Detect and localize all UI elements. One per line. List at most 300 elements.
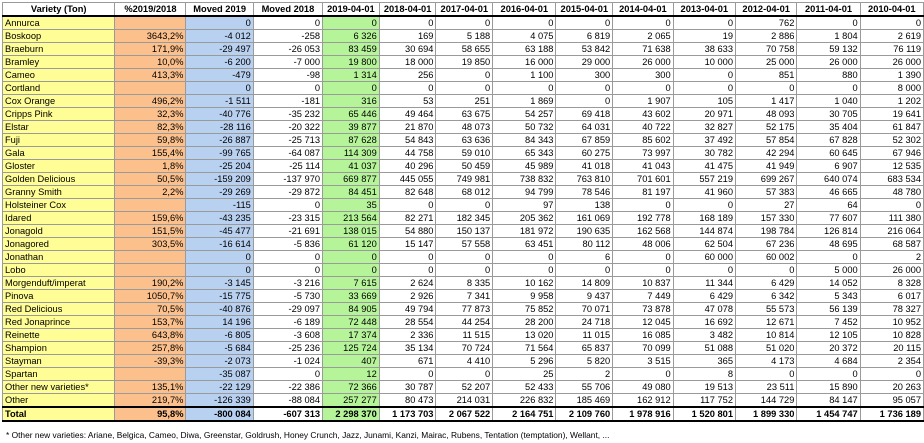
cell-variety[interactable]: Other new varieties* [3,381,115,394]
cell-stock-2013[interactable]: 37 492 [673,134,735,147]
cell-stock-2019[interactable]: 0 [323,16,380,30]
table-row[interactable] [3,199,924,212]
cell-percent-change[interactable] [115,264,186,277]
cell-stock-2015[interactable]: 0 [556,16,613,30]
cell-moved-2018[interactable]: -7 000 [253,56,322,69]
cell-percent-change[interactable]: 10,0% [115,56,186,69]
cell-stock-2016[interactable]: 1 869 [493,95,556,108]
cell-stock-2019[interactable]: 33 669 [323,290,380,303]
cell-moved-2018[interactable]: -88 084 [253,394,322,408]
header-stock-2016[interactable]: 2016-04-01 [493,3,556,17]
cell-moved-2019[interactable]: -29 497 [186,43,253,56]
cell-percent-change[interactable]: 171,9% [115,43,186,56]
cell-stock-2018[interactable]: 0 [379,199,436,212]
cell-moved-2018[interactable]: -3 608 [253,329,322,342]
table-row[interactable] [3,264,924,277]
cell-stock-2018[interactable]: 18 000 [379,56,436,69]
cell-stock-2015[interactable]: 55 706 [556,381,613,394]
cell-stock-2010[interactable]: 2 619 [860,30,923,43]
cell-stock-2014[interactable]: 192 778 [613,212,673,225]
cell-stock-2014[interactable]: 162 912 [613,394,673,408]
cell-variety[interactable]: Lobo [3,264,115,277]
cell-stock-2011[interactable]: 77 607 [797,212,860,225]
cell-stock-2017[interactable]: 57 558 [436,238,493,251]
cell-stock-2012[interactable]: 851 [736,69,797,82]
cell-percent-change[interactable]: 70,5% [115,303,186,316]
cell-stock-2014[interactable]: 70 099 [613,342,673,355]
cell-stock-2019[interactable]: 0 [323,264,380,277]
total-stock-2014[interactable]: 1 978 916 [613,407,673,421]
cell-percent-change[interactable]: -39,3% [115,355,186,368]
cell-moved-2019[interactable]: 0 [186,16,253,30]
cell-stock-2018[interactable]: 30 787 [379,381,436,394]
cell-stock-2010[interactable]: 0 [860,16,923,30]
header-percent-change[interactable]: %2019/2018 [115,3,186,17]
cell-stock-2015[interactable]: 9 437 [556,290,613,303]
cell-stock-2018[interactable]: 49 464 [379,108,436,121]
cell-stock-2013[interactable]: 47 078 [673,303,735,316]
cell-stock-2018[interactable]: 0 [379,264,436,277]
cell-stock-2015[interactable]: 6 819 [556,30,613,43]
header-stock-2018[interactable]: 2018-04-01 [379,3,436,17]
cell-moved-2018[interactable]: -181 [253,95,322,108]
cell-stock-2015[interactable]: 65 837 [556,342,613,355]
cell-stock-2011[interactable]: 7 452 [797,316,860,329]
cell-stock-2018[interactable]: 0 [379,82,436,95]
cell-stock-2010[interactable]: 0 [860,199,923,212]
cell-stock-2010[interactable]: 8 328 [860,277,923,290]
cell-moved-2018[interactable]: -29 097 [253,303,322,316]
cell-stock-2013[interactable]: 19 [673,30,735,43]
cell-stock-2012[interactable]: 27 [736,199,797,212]
cell-stock-2016[interactable]: 738 832 [493,173,556,186]
cell-stock-2011[interactable]: 30 705 [797,108,860,121]
cell-moved-2018[interactable]: 0 [253,199,322,212]
cell-stock-2011[interactable]: 84 147 [797,394,860,408]
cell-percent-change[interactable]: 190,2% [115,277,186,290]
cell-stock-2016[interactable]: 205 362 [493,212,556,225]
cell-stock-2018[interactable]: 21 870 [379,121,436,134]
cell-stock-2010[interactable]: 10 828 [860,329,923,342]
cell-stock-2012[interactable]: 67 236 [736,238,797,251]
cell-stock-2011[interactable]: 26 000 [797,56,860,69]
cell-stock-2017[interactable]: 50 459 [436,160,493,173]
cell-stock-2015[interactable]: 11 015 [556,329,613,342]
cell-stock-2017[interactable]: 4 410 [436,355,493,368]
cell-stock-2016[interactable]: 0 [493,251,556,264]
cell-variety[interactable]: Cortland [3,82,115,95]
cell-moved-2019[interactable]: -1 511 [186,95,253,108]
cell-stock-2012[interactable]: 70 758 [736,43,797,56]
cell-stock-2012[interactable]: 55 573 [736,303,797,316]
cell-percent-change[interactable]: 153,7% [115,316,186,329]
cell-stock-2019[interactable]: 41 037 [323,160,380,173]
cell-stock-2015[interactable]: 29 000 [556,56,613,69]
cell-stock-2012[interactable]: 2 886 [736,30,797,43]
cell-stock-2013[interactable]: 11 344 [673,277,735,290]
cell-stock-2016[interactable]: 5 296 [493,355,556,368]
cell-stock-2018[interactable]: 54 880 [379,225,436,238]
cell-stock-2016[interactable]: 0 [493,82,556,95]
cell-stock-2013[interactable]: 62 504 [673,238,735,251]
cell-stock-2011[interactable]: 59 132 [797,43,860,56]
table-row[interactable] [3,316,924,329]
cell-stock-2015[interactable]: 0 [556,264,613,277]
cell-stock-2017[interactable]: 5 188 [436,30,493,43]
cell-stock-2018[interactable]: 28 554 [379,316,436,329]
cell-variety[interactable]: Jonathan [3,251,115,264]
cell-moved-2018[interactable]: 0 [253,82,322,95]
cell-variety[interactable]: Gala [3,147,115,160]
table-row[interactable] [3,160,924,173]
cell-stock-2014[interactable]: 1 907 [613,95,673,108]
cell-moved-2019[interactable]: -159 209 [186,173,253,186]
cell-stock-2018[interactable]: 169 [379,30,436,43]
cell-stock-2017[interactable]: 44 254 [436,316,493,329]
cell-stock-2013[interactable]: 0 [673,16,735,30]
cell-stock-2017[interactable]: 77 873 [436,303,493,316]
cell-percent-change[interactable]: 303,5% [115,238,186,251]
cell-stock-2011[interactable]: 0 [797,16,860,30]
cell-stock-2013[interactable]: 0 [673,199,735,212]
cell-stock-2017[interactable]: 0 [436,69,493,82]
cell-moved-2018[interactable]: -3 216 [253,277,322,290]
cell-stock-2016[interactable]: 97 [493,199,556,212]
cell-moved-2018[interactable]: 0 [253,264,322,277]
cell-stock-2010[interactable]: 2 [860,251,923,264]
cell-stock-2015[interactable]: 190 635 [556,225,613,238]
cell-variety[interactable]: Elstar [3,121,115,134]
cell-stock-2019[interactable]: 0 [323,251,380,264]
cell-stock-2018[interactable]: 256 [379,69,436,82]
cell-moved-2019[interactable]: -35 087 [186,368,253,381]
cell-moved-2018[interactable]: 0 [253,368,322,381]
cell-variety[interactable]: Braeburn [3,43,115,56]
table-row[interactable] [3,186,924,199]
cell-stock-2014[interactable]: 49 080 [613,381,673,394]
table-row[interactable] [3,238,924,251]
cell-stock-2017[interactable]: 251 [436,95,493,108]
cell-stock-2012[interactable]: 0 [736,264,797,277]
cell-moved-2019[interactable]: -5 684 [186,342,253,355]
cell-stock-2014[interactable]: 162 568 [613,225,673,238]
table-row[interactable] [3,277,924,290]
cell-stock-2016[interactable]: 84 343 [493,134,556,147]
cell-stock-2015[interactable]: 0 [556,82,613,95]
cell-stock-2012[interactable]: 144 729 [736,394,797,408]
cell-stock-2019[interactable]: 114 309 [323,147,380,160]
cell-stock-2014[interactable]: 12 045 [613,316,673,329]
cell-stock-2018[interactable]: 445 055 [379,173,436,186]
table-row[interactable] [3,95,924,108]
cell-stock-2014[interactable]: 81 197 [613,186,673,199]
cell-moved-2018[interactable]: -29 872 [253,186,322,199]
cell-moved-2018[interactable]: -6 189 [253,316,322,329]
cell-stock-2013[interactable]: 41 960 [673,186,735,199]
cell-moved-2018[interactable]: -25 114 [253,160,322,173]
cell-stock-2018[interactable]: 82 271 [379,212,436,225]
cell-stock-2017[interactable]: 0 [436,199,493,212]
cell-stock-2010[interactable]: 68 587 [860,238,923,251]
cell-stock-2018[interactable]: 0 [379,251,436,264]
cell-stock-2016[interactable]: 63 451 [493,238,556,251]
cell-stock-2010[interactable]: 26 000 [860,264,923,277]
cell-percent-change[interactable]: 3643,2% [115,30,186,43]
cell-stock-2017[interactable]: 63 675 [436,108,493,121]
cell-variety[interactable]: Gloster [3,160,115,173]
cell-stock-2011[interactable]: 15 890 [797,381,860,394]
cell-stock-2015[interactable]: 53 842 [556,43,613,56]
cell-stock-2013[interactable]: 8 [673,368,735,381]
header-moved-2019[interactable]: Moved 2019 [186,3,253,17]
table-row[interactable] [3,56,924,69]
cell-percent-change[interactable]: 32,3% [115,108,186,121]
cell-moved-2019[interactable]: -6 805 [186,329,253,342]
total-stock-2019[interactable]: 2 298 370 [323,407,380,421]
header-stock-2010[interactable]: 2010-04-01 [860,3,923,17]
cell-stock-2016[interactable]: 54 257 [493,108,556,121]
cell-stock-2011[interactable]: 56 139 [797,303,860,316]
cell-stock-2012[interactable]: 57 854 [736,134,797,147]
cell-stock-2012[interactable]: 4 173 [736,355,797,368]
cell-moved-2018[interactable]: -35 232 [253,108,322,121]
cell-stock-2016[interactable]: 28 200 [493,316,556,329]
cell-stock-2010[interactable]: 111 380 [860,212,923,225]
cell-stock-2014[interactable]: 71 638 [613,43,673,56]
cell-variety[interactable]: Cameo [3,69,115,82]
cell-variety[interactable]: Boskoop [3,30,115,43]
cell-stock-2010[interactable]: 48 780 [860,186,923,199]
cell-stock-2019[interactable]: 138 015 [323,225,380,238]
cell-stock-2019[interactable]: 35 [323,199,380,212]
cell-variety[interactable]: Spartan [3,368,115,381]
cell-stock-2014[interactable]: 0 [613,199,673,212]
cell-stock-2019[interactable]: 125 724 [323,342,380,355]
cell-stock-2013[interactable]: 6 429 [673,290,735,303]
cell-stock-2013[interactable]: 0 [673,69,735,82]
cell-percent-change[interactable]: 159,6% [115,212,186,225]
cell-stock-2014[interactable]: 48 006 [613,238,673,251]
table-row[interactable] [3,381,924,394]
cell-stock-2012[interactable]: 51 020 [736,342,797,355]
cell-stock-2018[interactable]: 82 648 [379,186,436,199]
total-stock-2018[interactable]: 1 173 703 [379,407,436,421]
cell-variety[interactable]: Shampion [3,342,115,355]
cell-variety[interactable]: Holsteiner Cox [3,199,115,212]
cell-stock-2012[interactable]: 52 175 [736,121,797,134]
cell-variety[interactable]: Granny Smith [3,186,115,199]
header-stock-2019[interactable]: 2019-04-01 [323,3,380,17]
cell-stock-2011[interactable]: 14 052 [797,277,860,290]
cell-stock-2011[interactable]: 0 [797,82,860,95]
table-row[interactable] [3,303,924,316]
total-stock-2013[interactable]: 1 520 801 [673,407,735,421]
header-moved-2018[interactable]: Moved 2018 [253,3,322,17]
cell-stock-2017[interactable]: 52 207 [436,381,493,394]
cell-stock-2012[interactable]: 762 [736,16,797,30]
cell-stock-2015[interactable]: 80 112 [556,238,613,251]
cell-moved-2019[interactable]: -22 129 [186,381,253,394]
table-row[interactable] [3,329,924,342]
cell-stock-2014[interactable]: 16 085 [613,329,673,342]
table-row[interactable] [3,134,924,147]
cell-percent-change[interactable]: 1050,7% [115,290,186,303]
cell-stock-2010[interactable]: 216 064 [860,225,923,238]
cell-stock-2019[interactable]: 61 120 [323,238,380,251]
cell-stock-2018[interactable]: 40 296 [379,160,436,173]
cell-stock-2012[interactable]: 0 [736,368,797,381]
cell-percent-change[interactable] [115,251,186,264]
cell-stock-2010[interactable]: 19 641 [860,108,923,121]
cell-stock-2013[interactable]: 10 000 [673,56,735,69]
cell-stock-2019[interactable]: 12 [323,368,380,381]
cell-stock-2018[interactable]: 44 758 [379,147,436,160]
cell-stock-2014[interactable]: 10 837 [613,277,673,290]
cell-stock-2018[interactable]: 0 [379,16,436,30]
cell-stock-2016[interactable]: 65 343 [493,147,556,160]
cell-stock-2010[interactable]: 2 354 [860,355,923,368]
cell-stock-2018[interactable]: 15 147 [379,238,436,251]
header-stock-2012[interactable]: 2012-04-01 [736,3,797,17]
cell-stock-2019[interactable]: 84 451 [323,186,380,199]
cell-percent-change[interactable]: 50,5% [115,173,186,186]
cell-stock-2012[interactable]: 12 671 [736,316,797,329]
cell-variety[interactable]: Morgenduft/imperat [3,277,115,290]
cell-stock-2013[interactable]: 16 692 [673,316,735,329]
cell-stock-2012[interactable]: 699 267 [736,173,797,186]
cell-stock-2017[interactable]: 19 850 [436,56,493,69]
cell-stock-2012[interactable]: 198 784 [736,225,797,238]
cell-stock-2017[interactable]: 214 031 [436,394,493,408]
cell-stock-2013[interactable]: 168 189 [673,212,735,225]
cell-stock-2014[interactable]: 0 [613,368,673,381]
cell-stock-2012[interactable]: 157 330 [736,212,797,225]
cell-variety[interactable]: Fuji [3,134,115,147]
table-row[interactable] [3,225,924,238]
cell-stock-2019[interactable]: 39 877 [323,121,380,134]
total-stock-2016[interactable]: 2 164 751 [493,407,556,421]
cell-stock-2011[interactable]: 1 040 [797,95,860,108]
cell-stock-2013[interactable]: 3 482 [673,329,735,342]
cell-stock-2015[interactable]: 14 809 [556,277,613,290]
cell-stock-2019[interactable]: 17 374 [323,329,380,342]
cell-percent-change[interactable]: 413,3% [115,69,186,82]
cell-stock-2017[interactable]: 150 137 [436,225,493,238]
cell-variety[interactable]: Golden Delicious [3,173,115,186]
cell-stock-2010[interactable]: 20 263 [860,381,923,394]
table-row[interactable] [3,16,924,30]
cell-moved-2019[interactable]: 0 [186,251,253,264]
cell-variety[interactable]: Reinette [3,329,115,342]
cell-stock-2017[interactable]: 58 655 [436,43,493,56]
cell-moved-2018[interactable]: -22 386 [253,381,322,394]
cell-stock-2013[interactable]: 0 [673,82,735,95]
cell-stock-2013[interactable]: 38 633 [673,43,735,56]
cell-stock-2010[interactable]: 1 390 [860,69,923,82]
cell-variety[interactable]: Stayman [3,355,115,368]
table-row[interactable] [3,108,924,121]
cell-stock-2015[interactable]: 60 275 [556,147,613,160]
cell-stock-2019[interactable]: 84 905 [323,303,380,316]
cell-variety[interactable]: Annurca [3,16,115,30]
header-stock-2014[interactable]: 2014-04-01 [613,3,673,17]
cell-stock-2013[interactable]: 557 219 [673,173,735,186]
cell-stock-2017[interactable]: 749 981 [436,173,493,186]
cell-variety[interactable]: Jonagored [3,238,115,251]
cell-stock-2015[interactable]: 763 810 [556,173,613,186]
cell-stock-2017[interactable]: 0 [436,251,493,264]
cell-stock-2013[interactable]: 20 971 [673,108,735,121]
cell-moved-2019[interactable]: -28 116 [186,121,253,134]
cell-stock-2014[interactable]: 0 [613,264,673,277]
cell-stock-2019[interactable]: 72 366 [323,381,380,394]
cell-stock-2011[interactable]: 20 372 [797,342,860,355]
cell-stock-2012[interactable]: 57 383 [736,186,797,199]
cell-stock-2014[interactable]: 26 000 [613,56,673,69]
cell-stock-2017[interactable]: 0 [436,82,493,95]
cell-stock-2012[interactable]: 42 294 [736,147,797,160]
total-stock-2015[interactable]: 2 109 760 [556,407,613,421]
cell-stock-2014[interactable]: 40 722 [613,121,673,134]
cell-stock-2017[interactable]: 11 515 [436,329,493,342]
cell-stock-2019[interactable]: 669 877 [323,173,380,186]
cell-stock-2014[interactable]: 2 065 [613,30,673,43]
cell-stock-2014[interactable]: 300 [613,69,673,82]
total-stock-2010[interactable]: 1 736 189 [860,407,923,421]
cell-stock-2010[interactable]: 6 017 [860,290,923,303]
cell-stock-2015[interactable]: 69 418 [556,108,613,121]
table-row[interactable] [3,30,924,43]
cell-stock-2016[interactable]: 94 799 [493,186,556,199]
cell-percent-change[interactable]: 135,1% [115,381,186,394]
cell-stock-2014[interactable]: 0 [613,251,673,264]
cell-moved-2018[interactable]: -20 322 [253,121,322,134]
cell-stock-2013[interactable]: 32 827 [673,121,735,134]
total-moved-2019[interactable]: -800 084 [186,407,253,421]
cell-stock-2012[interactable]: 23 511 [736,381,797,394]
cell-stock-2015[interactable]: 161 069 [556,212,613,225]
cell-stock-2014[interactable]: 73 878 [613,303,673,316]
cell-stock-2013[interactable]: 117 752 [673,394,735,408]
cell-moved-2018[interactable]: -23 315 [253,212,322,225]
cell-moved-2019[interactable]: -16 614 [186,238,253,251]
cell-stock-2019[interactable]: 257 277 [323,394,380,408]
cell-stock-2013[interactable]: 105 [673,95,735,108]
table-row[interactable] [3,212,924,225]
cell-stock-2019[interactable]: 87 628 [323,134,380,147]
cell-variety[interactable]: Red Delicious [3,303,115,316]
header-variety[interactable]: Variety (Ton) [3,3,115,17]
cell-moved-2018[interactable]: -26 053 [253,43,322,56]
cell-stock-2016[interactable]: 0 [493,264,556,277]
cell-stock-2017[interactable]: 0 [436,16,493,30]
cell-stock-2011[interactable]: 126 814 [797,225,860,238]
cell-stock-2019[interactable]: 65 446 [323,108,380,121]
cell-stock-2011[interactable]: 12 105 [797,329,860,342]
cell-stock-2017[interactable]: 0 [436,368,493,381]
cell-stock-2018[interactable]: 0 [379,368,436,381]
cell-stock-2016[interactable]: 45 989 [493,160,556,173]
cell-stock-2016[interactable]: 63 188 [493,43,556,56]
cell-stock-2010[interactable]: 0 [860,368,923,381]
cell-stock-2016[interactable]: 226 832 [493,394,556,408]
table-row[interactable] [3,290,924,303]
cell-stock-2010[interactable]: 12 535 [860,160,923,173]
cell-moved-2019[interactable]: -99 765 [186,147,253,160]
cell-stock-2017[interactable]: 7 341 [436,290,493,303]
total-stock-2017[interactable]: 2 067 522 [436,407,493,421]
cell-moved-2019[interactable]: -43 235 [186,212,253,225]
